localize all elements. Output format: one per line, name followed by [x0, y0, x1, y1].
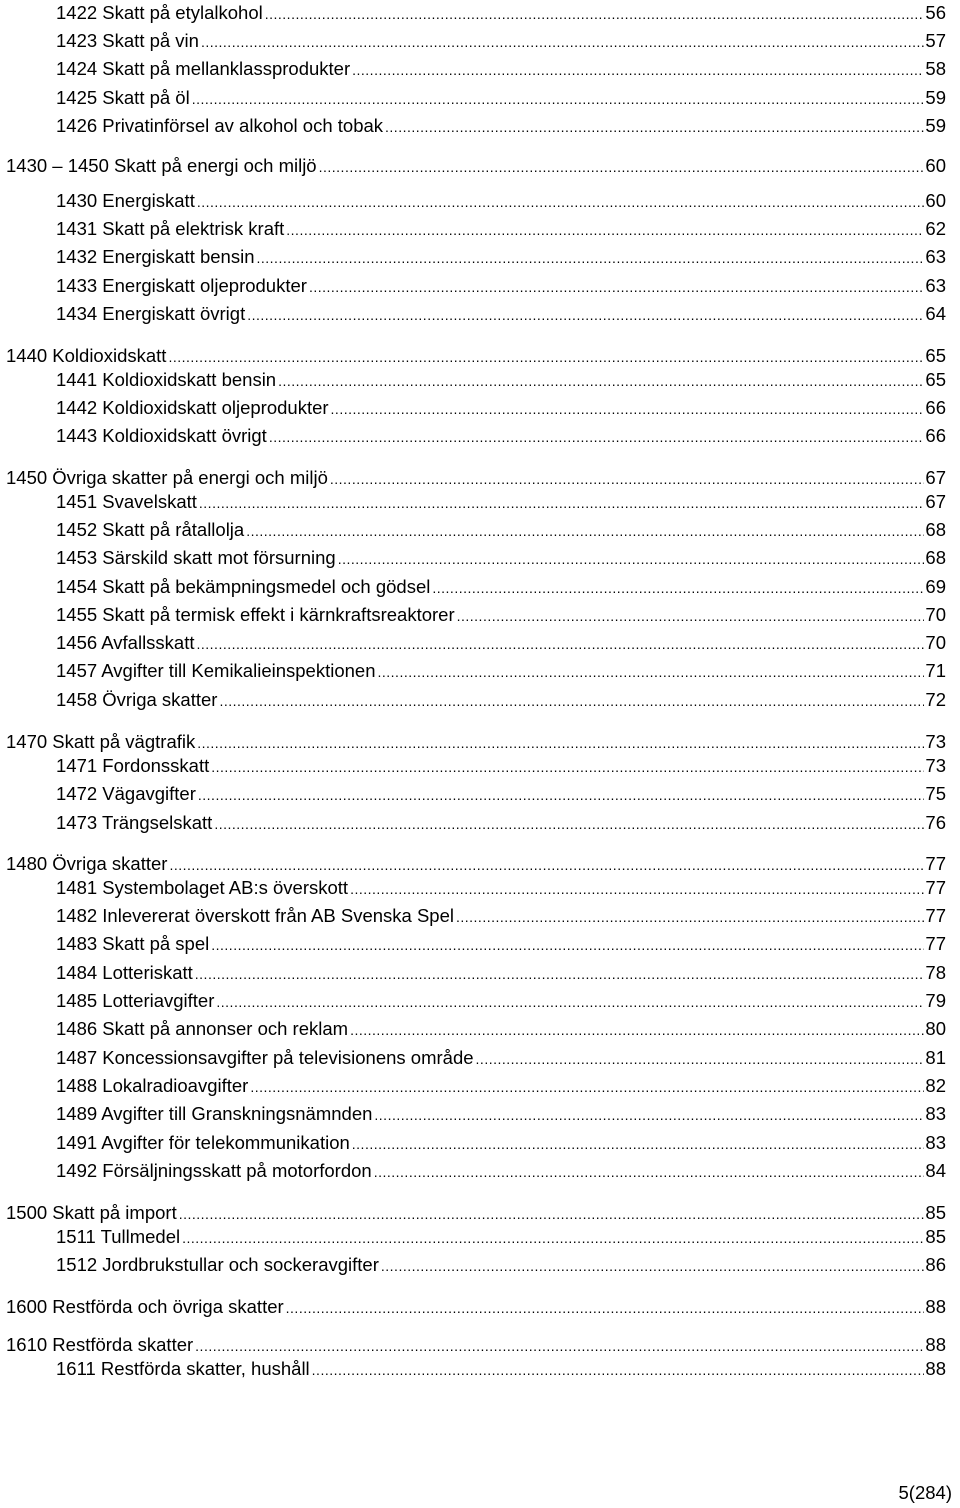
- toc-dot-leader: [350, 879, 924, 899]
- toc-dot-leader: [457, 606, 925, 626]
- toc-entry-page: 67: [925, 467, 946, 488]
- toc-entry-page: 82: [925, 1075, 946, 1096]
- toc-entry[interactable]: [56, 367, 946, 391]
- toc-entry-title: 1440 Koldioxidskatt: [6, 345, 167, 366]
- toc-entry-title: 1611 Restförda skatter, hushåll: [56, 1358, 310, 1379]
- toc-dot-leader: [247, 305, 924, 325]
- toc-entry-title: 1424 Skatt på mellanklassprodukter: [56, 58, 351, 79]
- toc-entry[interactable]: [56, 273, 946, 297]
- toc-entry-title: 1472 Vägavgifter: [56, 783, 196, 804]
- toc-dot-leader: [197, 192, 925, 212]
- toc-dot-leader: [312, 1360, 925, 1380]
- toc-entry[interactable]: [56, 630, 946, 654]
- toc-entry-title: 1470 Skatt på vägtrafik: [6, 731, 196, 752]
- toc-entry-page: 63: [925, 275, 946, 296]
- toc-entry-title: 1430 – 1450 Skatt på energi och miljö: [6, 155, 317, 176]
- toc-entry-title: 1432 Energiskatt bensin: [56, 246, 255, 267]
- toc-entry-title: 1481 Systembolaget AB:s överskott: [56, 877, 349, 898]
- toc-entry-title: 1450 Övriga skatter på energi och miljö: [6, 467, 328, 488]
- toc-entry-page: 75: [925, 783, 946, 804]
- toc-entry-page: 64: [925, 303, 946, 324]
- toc-entry-page: 83: [925, 1132, 946, 1153]
- toc-entry-page: 71: [925, 660, 946, 681]
- toc-entry-page: 66: [925, 425, 946, 446]
- toc-entry-title: 1512 Jordbrukstullar och sockeravgifter: [56, 1254, 379, 1275]
- toc-dot-leader: [269, 427, 925, 447]
- toc-entry[interactable]: [56, 687, 946, 711]
- toc-entry-title: 1491 Avgifter för telekommunikation: [56, 1132, 350, 1153]
- toc-entry[interactable]: [6, 1294, 946, 1318]
- toc-entry[interactable]: [6, 343, 946, 367]
- toc-entry-page: 65: [925, 345, 946, 366]
- toc-entry-page: 70: [925, 632, 946, 653]
- toc-entry-page: 73: [925, 755, 946, 776]
- toc-entry-page: 78: [925, 962, 946, 983]
- toc-dot-leader: [211, 935, 924, 955]
- toc-entry-page: 77: [925, 877, 946, 898]
- toc-dot-leader: [197, 733, 924, 753]
- toc-entry-title: 1423 Skatt på vin: [56, 30, 199, 51]
- toc-entry[interactable]: [56, 244, 946, 268]
- toc-entry-page: 66: [925, 397, 946, 418]
- toc-dot-leader: [201, 32, 924, 52]
- toc-entry-page: 85: [925, 1226, 946, 1247]
- toc-entry-title: 1473 Trängselskatt: [56, 812, 213, 833]
- toc-entry[interactable]: [56, 188, 946, 212]
- toc-dot-leader: [197, 634, 925, 654]
- toc-entry[interactable]: [56, 574, 946, 598]
- toc-entry[interactable]: [6, 1200, 946, 1224]
- toc-dot-leader: [195, 1336, 924, 1356]
- toc-entry-page: 67: [925, 491, 946, 512]
- toc-dot-leader: [338, 549, 925, 569]
- toc-dot-leader: [476, 1049, 925, 1069]
- toc-entry-page: 68: [925, 519, 946, 540]
- toc-entry[interactable]: [56, 1045, 946, 1069]
- toc-entry-title: 1452 Skatt på råtallolja: [56, 519, 245, 540]
- toc-entry-page: 63: [925, 246, 946, 267]
- toc-entry-title: 1426 Privatinförsel av alkohol och tobak: [56, 115, 384, 136]
- toc-dot-leader: [214, 814, 924, 834]
- toc-entry[interactable]: [56, 56, 946, 80]
- toc-entry[interactable]: [56, 658, 946, 682]
- toc-entry[interactable]: [56, 602, 946, 626]
- toc-entry-page: 59: [925, 115, 946, 136]
- toc-dot-leader: [257, 248, 925, 268]
- toc-entry-page: 72: [925, 689, 946, 710]
- toc-entry[interactable]: [6, 729, 946, 753]
- toc-dot-leader: [219, 691, 924, 711]
- toc-entry[interactable]: [56, 1356, 946, 1380]
- toc-entry-page: 86: [925, 1254, 946, 1275]
- toc-entry-page: 59: [925, 87, 946, 108]
- toc-entry-title: 1456 Avfallsskatt: [56, 632, 195, 653]
- toc-dot-leader: [374, 1162, 925, 1182]
- toc-entry[interactable]: [56, 28, 946, 52]
- toc-entry[interactable]: [56, 988, 946, 1012]
- toc-entry-title: 1487 Koncessionsavgifter på televisionens område: [56, 1047, 474, 1068]
- toc-entry-title: 1434 Energiskatt övrigt: [56, 303, 246, 324]
- toc-entry[interactable]: [56, 931, 946, 955]
- toc-dot-leader: [216, 992, 924, 1012]
- toc-entry-page: 60: [925, 155, 946, 176]
- toc-entry-page: 80: [925, 1018, 946, 1039]
- toc-entry[interactable]: [56, 1016, 946, 1040]
- toc-dot-leader: [179, 1204, 925, 1224]
- toc-entry[interactable]: [56, 1101, 946, 1125]
- toc-entry[interactable]: [6, 851, 946, 875]
- toc-entry-page: 83: [925, 1103, 946, 1124]
- toc-dot-leader: [192, 89, 925, 109]
- toc-entry-page: 77: [925, 933, 946, 954]
- toc-entry[interactable]: [56, 0, 946, 24]
- toc-entry-page: 77: [925, 853, 946, 874]
- toc-entry[interactable]: [56, 1073, 946, 1097]
- toc-dot-leader: [352, 60, 924, 80]
- toc-dot-leader: [211, 757, 924, 777]
- toc-entry-title: 1425 Skatt på öl: [56, 87, 190, 108]
- toc-entry[interactable]: [56, 903, 946, 927]
- toc-entry-title: 1492 Försäljningsskatt på motorfordon: [56, 1160, 372, 1181]
- toc-entry[interactable]: [56, 1224, 946, 1248]
- toc-entry-title: 1483 Skatt på spel: [56, 933, 210, 954]
- toc-dot-leader: [374, 1105, 924, 1125]
- toc-entry-title: 1422 Skatt på etylalkohol: [56, 2, 263, 23]
- toc-entry-title: 1451 Svavelskatt: [56, 491, 197, 512]
- toc-dot-leader: [286, 220, 924, 240]
- toc-entry[interactable]: [56, 489, 946, 513]
- toc-entry-page: 57: [925, 30, 946, 51]
- toc-entry-title: 1455 Skatt på termisk effekt i kärnkraftsreaktorer: [56, 604, 455, 625]
- toc-entry[interactable]: [56, 960, 946, 984]
- toc-entry[interactable]: [56, 1130, 946, 1154]
- toc-entry[interactable]: [6, 1332, 946, 1356]
- toc-entry-page: 79: [925, 990, 946, 1011]
- toc-dot-leader: [350, 1020, 924, 1040]
- toc-entry-page: 58: [925, 58, 946, 79]
- toc-entry[interactable]: [56, 113, 946, 137]
- toc-entry-page: 84: [925, 1160, 946, 1181]
- toc-dot-leader: [250, 1077, 924, 1097]
- toc-entry-page: 77: [925, 905, 946, 926]
- toc-entry-title: 1511 Tullmedel: [56, 1226, 181, 1247]
- toc-entry[interactable]: [56, 810, 946, 834]
- toc-entry[interactable]: [6, 465, 946, 489]
- toc-entry-page: 68: [925, 547, 946, 568]
- toc-entry-title: 1441 Koldioxidskatt bensin: [56, 369, 277, 390]
- toc-entry[interactable]: [56, 517, 946, 541]
- toc-dot-leader: [385, 117, 924, 137]
- toc-entry[interactable]: [56, 545, 946, 569]
- toc-entry-page: 56: [925, 2, 946, 23]
- toc-entry-page: 81: [925, 1047, 946, 1068]
- toc-dot-leader: [456, 907, 924, 927]
- toc-dot-leader: [319, 157, 925, 177]
- toc-entry[interactable]: [56, 781, 946, 805]
- toc-entry-page: 88: [925, 1296, 946, 1317]
- toc-entry-title: 1600 Restförda och övriga skatter: [6, 1296, 284, 1317]
- toc-entry-title: 1610 Restförda skatter: [6, 1334, 194, 1355]
- toc-entry[interactable]: [56, 423, 946, 447]
- toc-entry[interactable]: [56, 301, 946, 325]
- toc-dot-leader: [198, 785, 925, 805]
- toc-entry[interactable]: [56, 1252, 946, 1276]
- toc-entry[interactable]: [56, 395, 946, 419]
- toc-entry-title: 1458 Övriga skatter: [56, 689, 218, 710]
- toc-dot-leader: [246, 521, 924, 541]
- toc-entry-page: 73: [925, 731, 946, 752]
- toc-entry-title: 1488 Lokalradioavgifter: [56, 1075, 249, 1096]
- toc-dot-leader: [309, 277, 924, 297]
- toc-dot-leader: [182, 1228, 924, 1248]
- toc-entry-page: 88: [925, 1358, 946, 1379]
- toc-entry-page: 85: [925, 1202, 946, 1223]
- toc-entry-title: 1480 Övriga skatter: [6, 853, 168, 874]
- toc-entry-page: 65: [925, 369, 946, 390]
- toc-entry-page: 69: [925, 576, 946, 597]
- toc-entry-title: 1489 Avgifter till Granskningsnämnden: [56, 1103, 373, 1124]
- toc-entry-title: 1443 Koldioxidskatt övrigt: [56, 425, 267, 446]
- toc-entry-title: 1433 Energiskatt oljeprodukter: [56, 275, 307, 296]
- toc-entry-title: 1471 Fordonsskatt: [56, 755, 210, 776]
- toc-entry[interactable]: [56, 753, 946, 777]
- toc-dot-leader: [330, 469, 925, 489]
- toc-entry-page: 62: [925, 218, 946, 239]
- toc-dot-leader: [378, 662, 925, 682]
- toc-dot-leader: [195, 964, 925, 984]
- toc-entry-title: 1430 Energiskatt: [56, 190, 195, 211]
- toc-dot-leader: [352, 1134, 925, 1154]
- toc-entry-page: 60: [925, 190, 946, 211]
- toc-entry-page: 76: [925, 812, 946, 833]
- toc-dot-leader: [265, 4, 925, 24]
- toc-entry-title: 1486 Skatt på annonser och reklam: [56, 1018, 349, 1039]
- toc-entry[interactable]: [56, 85, 946, 109]
- toc-dot-leader: [278, 371, 924, 391]
- toc-entry[interactable]: [6, 153, 946, 177]
- toc-entry-page: 88: [925, 1334, 946, 1355]
- toc-entry-title: 1485 Lotteriavgifter: [56, 990, 215, 1011]
- toc-dot-leader: [199, 493, 925, 513]
- toc-dot-leader: [331, 399, 925, 419]
- toc-entry-title: 1454 Skatt på bekämpningsmedel och gödsel: [56, 576, 431, 597]
- toc-entry-title: 1431 Skatt på elektrisk kraft: [56, 218, 285, 239]
- toc-entry-title: 1442 Koldioxidskatt oljeprodukter: [56, 397, 329, 418]
- toc-dot-leader: [168, 347, 924, 367]
- toc-entry[interactable]: [56, 875, 946, 899]
- toc-entry[interactable]: [56, 216, 946, 240]
- toc-entry-title: 1453 Särskild skatt mot försurning: [56, 547, 336, 568]
- toc-entry[interactable]: [56, 1158, 946, 1182]
- toc-dot-leader: [169, 855, 924, 875]
- toc-dot-leader: [432, 578, 924, 598]
- toc-dot-leader: [381, 1256, 925, 1276]
- toc-entry-title: 1500 Skatt på import: [6, 1202, 177, 1223]
- toc-entry-page: 70: [925, 604, 946, 625]
- toc-dot-leader: [286, 1298, 925, 1318]
- toc-entry-title: 1482 Inlevererat överskott från AB Svenska Spel: [56, 905, 454, 926]
- page-number: 5(284): [898, 1482, 952, 1503]
- toc-entry-title: 1484 Lotteriskatt: [56, 962, 193, 983]
- toc-entry-title: 1457 Avgifter till Kemikalieinspektionen: [56, 660, 376, 681]
